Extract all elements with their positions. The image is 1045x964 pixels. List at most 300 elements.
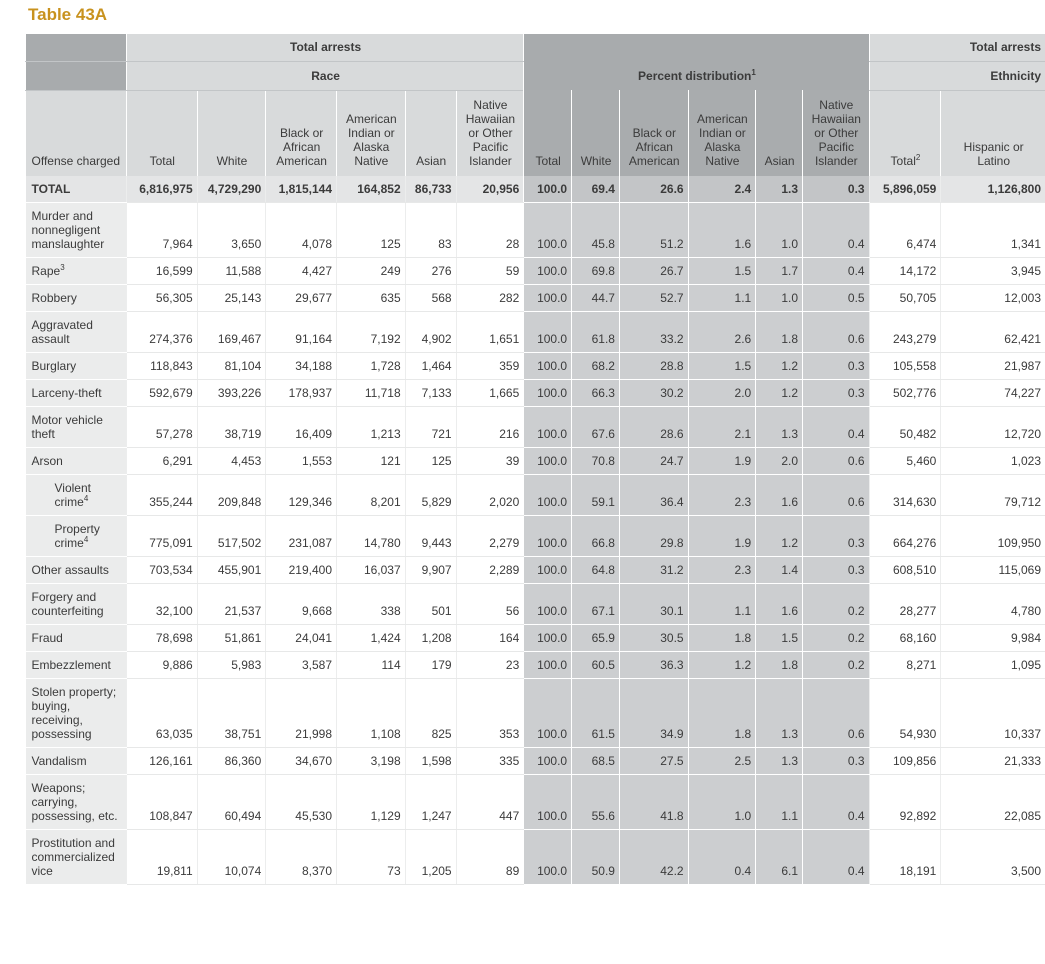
table-cell: 1,651 — [456, 312, 524, 353]
table-cell: 608,510 — [869, 557, 941, 584]
column-header-label: Asian — [765, 154, 795, 168]
table-cell: 100.0 — [524, 652, 572, 679]
offense-label — [26, 625, 127, 652]
offense-label — [26, 407, 127, 448]
table-cell: 100.0 — [524, 407, 572, 448]
table-cell: 8,370 — [266, 830, 337, 885]
table-cell: 1,108 — [337, 679, 406, 748]
table-cell: 60.5 — [572, 652, 620, 679]
table-cell: 28 — [456, 203, 524, 258]
table-cell: 2.3 — [688, 475, 756, 516]
table-cell: 20,956 — [456, 176, 524, 203]
table-cell: 81,104 — [197, 353, 266, 380]
table-row — [26, 625, 1045, 652]
table-cell: 21,537 — [197, 584, 266, 625]
footnote-2: 2 — [916, 153, 920, 162]
table-cell: 664,276 — [869, 516, 941, 557]
table-cell: 12,003 — [941, 285, 1045, 312]
table-cell: 100.0 — [524, 380, 572, 407]
table-cell: 100.0 — [524, 830, 572, 885]
table-cell: 4,780 — [941, 584, 1045, 625]
table-cell: 4,427 — [266, 258, 337, 285]
table-cell: 10,337 — [941, 679, 1045, 748]
table-cell: 169,467 — [197, 312, 266, 353]
table-cell: 100.0 — [524, 475, 572, 516]
offense-label — [26, 748, 127, 775]
table-row — [26, 557, 1045, 584]
table-cell: 164 — [456, 625, 524, 652]
table-cell: 0.4 — [803, 830, 870, 885]
table-cell: 92,892 — [869, 775, 941, 830]
table-cell: 32,100 — [126, 584, 197, 625]
table-cell: 105,558 — [869, 353, 941, 380]
table-cell: 1.4 — [756, 557, 803, 584]
table-cell: 27.5 — [619, 748, 688, 775]
table-cell: 50,482 — [869, 407, 941, 448]
offense-label — [26, 258, 127, 285]
table-cell: 91,164 — [266, 312, 337, 353]
table-cell: 5,829 — [405, 475, 456, 516]
table-cell: 100.0 — [524, 176, 572, 203]
table-cell: 209,848 — [197, 475, 266, 516]
table-cell: 68,160 — [869, 625, 941, 652]
table-cell: 56,305 — [126, 285, 197, 312]
table-cell: 21,987 — [941, 353, 1045, 380]
table-cell: 1,341 — [941, 203, 1045, 258]
table-cell: 29,677 — [266, 285, 337, 312]
table-cell: 70.8 — [572, 448, 620, 475]
table-row — [26, 258, 1045, 285]
table-cell: 10,074 — [197, 830, 266, 885]
footnote-marker: 4 — [84, 494, 88, 503]
table-cell: 50.9 — [572, 830, 620, 885]
offense-label-text: Prostitution and commercialized vice — [32, 836, 115, 878]
table-cell: 1.8 — [688, 679, 756, 748]
column-header — [619, 90, 688, 176]
table-cell: 63,035 — [126, 679, 197, 748]
table-title: Table 43A — [28, 5, 107, 25]
table-cell: 219,400 — [266, 557, 337, 584]
table-cell: 42.2 — [619, 830, 688, 885]
column-header-label: White — [217, 154, 248, 168]
offense-label-text: Murder and nonnegligent manslaughter — [32, 209, 105, 251]
table-cell: 11,588 — [197, 258, 266, 285]
table-cell: 276 — [405, 258, 456, 285]
table-cell: 825 — [405, 679, 456, 748]
table-cell: 126,161 — [126, 748, 197, 775]
table-cell: 455,901 — [197, 557, 266, 584]
table-cell: 3,587 — [266, 652, 337, 679]
group-total-arrests: Total arrests — [126, 34, 523, 61]
table-cell: 28.6 — [619, 407, 688, 448]
table-cell: 1.8 — [688, 625, 756, 652]
table-cell: 0.2 — [803, 584, 870, 625]
footnote-1: 1 — [751, 68, 755, 77]
table-cell: 1.1 — [688, 584, 756, 625]
offense-label — [26, 557, 127, 584]
table-cell: 26.6 — [619, 176, 688, 203]
column-header — [941, 90, 1045, 176]
table-cell: 16,599 — [126, 258, 197, 285]
table-cell: 23 — [456, 652, 524, 679]
table-cell: 1.7 — [756, 258, 803, 285]
table-cell: 61.5 — [572, 679, 620, 748]
offense-label — [26, 679, 127, 748]
offense-label — [26, 584, 127, 625]
table-row — [26, 407, 1045, 448]
table-row — [26, 312, 1045, 353]
table-cell: 501 — [405, 584, 456, 625]
table-cell: 1.8 — [756, 312, 803, 353]
table-cell: 100.0 — [524, 258, 572, 285]
offense-label-text: Aggravated assault — [32, 318, 93, 346]
table-cell: 45,530 — [266, 775, 337, 830]
table-cell: 115,069 — [941, 557, 1045, 584]
table-cell: 1.3 — [756, 176, 803, 203]
column-header — [456, 90, 524, 176]
table-cell: 1.5 — [688, 258, 756, 285]
table-cell: 9,984 — [941, 625, 1045, 652]
table-cell: 2.0 — [756, 448, 803, 475]
table-cell: 16,409 — [266, 407, 337, 448]
column-header-label: Black or African American — [629, 126, 680, 168]
table-row — [26, 584, 1045, 625]
table-row — [26, 448, 1045, 475]
table-cell: 34.9 — [619, 679, 688, 748]
table-cell: 100.0 — [524, 625, 572, 652]
table-cell: 635 — [337, 285, 406, 312]
table-cell: 34,188 — [266, 353, 337, 380]
table-cell: 2,020 — [456, 475, 524, 516]
table-cell: 1.5 — [756, 625, 803, 652]
table-cell: 74,227 — [941, 380, 1045, 407]
table-cell: 164,852 — [337, 176, 406, 203]
table-cell: 1,598 — [405, 748, 456, 775]
offense-label — [26, 475, 127, 516]
table-row — [26, 830, 1045, 885]
table-cell: 78,698 — [126, 625, 197, 652]
table-cell: 22,085 — [941, 775, 1045, 830]
table-cell: 118,843 — [126, 353, 197, 380]
table-cell: 216 — [456, 407, 524, 448]
table-cell: 1,728 — [337, 353, 406, 380]
offense-label — [26, 176, 127, 203]
table-cell: 9,443 — [405, 516, 456, 557]
table-cell: 5,460 — [869, 448, 941, 475]
offense-label-text: Forgery and counterfeiting — [32, 590, 104, 618]
table-cell: 64.8 — [572, 557, 620, 584]
table-cell: 59 — [456, 258, 524, 285]
table-cell: 50,705 — [869, 285, 941, 312]
table-cell: 1,205 — [405, 830, 456, 885]
table-cell: 359 — [456, 353, 524, 380]
table-cell: 100.0 — [524, 557, 572, 584]
table-cell: 79,712 — [941, 475, 1045, 516]
table-cell: 568 — [405, 285, 456, 312]
table-cell: 67.1 — [572, 584, 620, 625]
table-cell: 4,453 — [197, 448, 266, 475]
table-cell: 30.2 — [619, 380, 688, 407]
table-cell: 355,244 — [126, 475, 197, 516]
column-header-label: Total — [536, 154, 561, 168]
table-cell: 1,208 — [405, 625, 456, 652]
table-cell: 31.2 — [619, 557, 688, 584]
column-header-label: Native Hawaiian or Other Pacific Islander — [466, 98, 515, 168]
table-cell: 100.0 — [524, 448, 572, 475]
percent-distribution-label: Percent distribution — [638, 69, 751, 83]
offense-label — [26, 775, 127, 830]
table-cell: 0.6 — [803, 448, 870, 475]
column-header — [337, 90, 406, 176]
group-ethnicity: Ethnicity — [869, 61, 1045, 90]
table-cell: 1,095 — [941, 652, 1045, 679]
offense-label-text: Larceny-theft — [32, 386, 102, 400]
table-cell: 68.5 — [572, 748, 620, 775]
table-cell: 1.3 — [756, 407, 803, 448]
table-cell: 86,360 — [197, 748, 266, 775]
column-header-label: Native Hawaiian or Other Pacific Islander — [812, 98, 861, 168]
table-row — [26, 285, 1045, 312]
table-cell: 36.3 — [619, 652, 688, 679]
table-cell: 73 — [337, 830, 406, 885]
table-cell: 19,811 — [126, 830, 197, 885]
table-row — [26, 679, 1045, 748]
table-cell: 14,172 — [869, 258, 941, 285]
table-cell: 55.6 — [572, 775, 620, 830]
table-cell: 89 — [456, 830, 524, 885]
table-cell: 9,907 — [405, 557, 456, 584]
table-cell: 109,950 — [941, 516, 1045, 557]
table-row — [26, 775, 1045, 830]
table-row — [26, 353, 1045, 380]
table-cell: 38,719 — [197, 407, 266, 448]
table-cell: 24,041 — [266, 625, 337, 652]
table-cell: 100.0 — [524, 584, 572, 625]
column-header — [688, 90, 756, 176]
table-cell: 61.8 — [572, 312, 620, 353]
table-cell: 1.5 — [688, 353, 756, 380]
table-cell: 38,751 — [197, 679, 266, 748]
table-cell: 129,346 — [266, 475, 337, 516]
table-cell: 6,474 — [869, 203, 941, 258]
offense-label — [26, 312, 127, 353]
table-cell: 21,333 — [941, 748, 1045, 775]
table-cell: 59.1 — [572, 475, 620, 516]
table-cell: 1.0 — [756, 285, 803, 312]
table-cell: 5,896,059 — [869, 176, 941, 203]
offense-label — [26, 203, 127, 258]
table-cell: 0.3 — [803, 176, 870, 203]
table-cell: 114 — [337, 652, 406, 679]
table-cell: 1.1 — [688, 285, 756, 312]
table-cell: 100.0 — [524, 203, 572, 258]
footnote-marker: 3 — [60, 263, 64, 272]
table-cell: 57,278 — [126, 407, 197, 448]
table-cell: 51,861 — [197, 625, 266, 652]
table-cell: 56 — [456, 584, 524, 625]
offense-label-text: Stolen property; buying, receiving, possessing — [32, 685, 117, 741]
table-cell: 0.4 — [803, 258, 870, 285]
table-cell: 1.2 — [756, 380, 803, 407]
column-header — [803, 90, 870, 176]
table-cell: 393,226 — [197, 380, 266, 407]
table-cell: 0.6 — [803, 475, 870, 516]
offense-label-text: Embezzlement — [32, 658, 111, 672]
table-cell: 1.2 — [756, 516, 803, 557]
table-cell: 1.2 — [688, 652, 756, 679]
offense-label-text: Arson — [32, 454, 63, 468]
table-cell: 6,816,975 — [126, 176, 197, 203]
table-cell: 1,815,144 — [266, 176, 337, 203]
table-cell: 1,213 — [337, 407, 406, 448]
offense-label — [26, 285, 127, 312]
table-row — [26, 176, 1045, 203]
table-cell: 100.0 — [524, 516, 572, 557]
table-cell: 338 — [337, 584, 406, 625]
footnote-marker: 4 — [84, 535, 88, 544]
offense-label-text: Motor vehicle theft — [32, 413, 103, 441]
column-header — [572, 90, 620, 176]
table-cell: 62,421 — [941, 312, 1045, 353]
offense-label-text: Vandalism — [32, 754, 87, 768]
table-cell: 4,902 — [405, 312, 456, 353]
table-cell: 69.8 — [572, 258, 620, 285]
table-cell: 3,650 — [197, 203, 266, 258]
table-cell: 28,277 — [869, 584, 941, 625]
table-cell: 66.3 — [572, 380, 620, 407]
table-cell: 0.4 — [803, 407, 870, 448]
column-header-label: White — [581, 154, 612, 168]
table-cell: 0.5 — [803, 285, 870, 312]
table-cell: 12,720 — [941, 407, 1045, 448]
table-cell: 1,424 — [337, 625, 406, 652]
table-row — [26, 475, 1045, 516]
table-cell: 30.5 — [619, 625, 688, 652]
table-cell: 24.7 — [619, 448, 688, 475]
table-cell: 0.3 — [803, 748, 870, 775]
table-cell: 108,847 — [126, 775, 197, 830]
table-cell: 353 — [456, 679, 524, 748]
table-cell: 243,279 — [869, 312, 941, 353]
table-cell: 66.8 — [572, 516, 620, 557]
table-cell: 0.4 — [803, 775, 870, 830]
table-cell: 5,983 — [197, 652, 266, 679]
table-cell: 0.3 — [803, 353, 870, 380]
table-cell: 1.6 — [756, 584, 803, 625]
table-cell: 703,534 — [126, 557, 197, 584]
table-cell: 178,937 — [266, 380, 337, 407]
table-cell: 1.3 — [756, 748, 803, 775]
table-cell: 125 — [405, 448, 456, 475]
column-header-label: Asian — [416, 154, 446, 168]
group-total-arrests-ethnicity: Total arrests — [869, 34, 1045, 61]
corner-cell — [26, 34, 127, 61]
table-row — [26, 203, 1045, 258]
column-header — [266, 90, 337, 176]
offense-label — [26, 448, 127, 475]
table-cell: 775,091 — [126, 516, 197, 557]
table-cell: 41.8 — [619, 775, 688, 830]
table-cell: 1,665 — [456, 380, 524, 407]
table-cell: 6,291 — [126, 448, 197, 475]
table-cell: 65.9 — [572, 625, 620, 652]
table-cell: 592,679 — [126, 380, 197, 407]
table-cell: 14,780 — [337, 516, 406, 557]
table-cell: 2.3 — [688, 557, 756, 584]
table-cell: 1,129 — [337, 775, 406, 830]
table-cell: 100.0 — [524, 679, 572, 748]
table-cell: 3,198 — [337, 748, 406, 775]
table-cell: 121 — [337, 448, 406, 475]
table-cell: 52.7 — [619, 285, 688, 312]
group-percent-distribution — [524, 34, 869, 90]
table-cell: 1.9 — [688, 516, 756, 557]
table-cell: 721 — [405, 407, 456, 448]
table-cell: 447 — [456, 775, 524, 830]
table-cell: 3,500 — [941, 830, 1045, 885]
offense-label — [26, 380, 127, 407]
table-cell: 282 — [456, 285, 524, 312]
table-cell: 0.3 — [803, 516, 870, 557]
column-header — [869, 90, 941, 176]
table-cell: 314,630 — [869, 475, 941, 516]
offense-label-text: Burglary — [32, 359, 77, 373]
table-cell: 0.2 — [803, 652, 870, 679]
table-cell: 0.4 — [688, 830, 756, 885]
table-cell: 1,553 — [266, 448, 337, 475]
table-cell: 69.4 — [572, 176, 620, 203]
table-cell: 33.2 — [619, 312, 688, 353]
offense-label-text: Other assaults — [32, 563, 109, 577]
table-row — [26, 652, 1045, 679]
offense-label-text: Property crime — [55, 522, 100, 550]
table-cell: 86,733 — [405, 176, 456, 203]
table-cell: 1,023 — [941, 448, 1045, 475]
column-header-label: American Indian or Alaska Native — [697, 112, 748, 168]
table-cell: 2,279 — [456, 516, 524, 557]
table-cell: 2.6 — [688, 312, 756, 353]
table-cell: 4,078 — [266, 203, 337, 258]
table-cell: 502,776 — [869, 380, 941, 407]
table-cell: 7,964 — [126, 203, 197, 258]
table-cell: 21,998 — [266, 679, 337, 748]
column-header-label: Total — [150, 154, 175, 168]
table-viewport[interactable] — [25, 34, 965, 964]
table-cell: 0.4 — [803, 203, 870, 258]
table-cell: 44.7 — [572, 285, 620, 312]
table-cell: 1.2 — [756, 353, 803, 380]
table-cell: 34,670 — [266, 748, 337, 775]
table-cell: 3,945 — [941, 258, 1045, 285]
table-cell: 9,668 — [266, 584, 337, 625]
table-cell: 67.6 — [572, 407, 620, 448]
table-cell: 26.7 — [619, 258, 688, 285]
table-cell: 0.6 — [803, 679, 870, 748]
column-header — [126, 90, 197, 176]
table-cell: 45.8 — [572, 203, 620, 258]
table-cell: 4,729,290 — [197, 176, 266, 203]
table-cell: 2.1 — [688, 407, 756, 448]
table-cell: 1.3 — [756, 679, 803, 748]
table-cell: 100.0 — [524, 775, 572, 830]
offense-charged-header: Offense charged — [26, 90, 127, 176]
table-cell: 125 — [337, 203, 406, 258]
arrests-table — [25, 34, 1045, 885]
table-cell: 36.4 — [619, 475, 688, 516]
table-cell: 100.0 — [524, 748, 572, 775]
table-cell: 100.0 — [524, 285, 572, 312]
offense-label-text: Fraud — [32, 631, 63, 645]
